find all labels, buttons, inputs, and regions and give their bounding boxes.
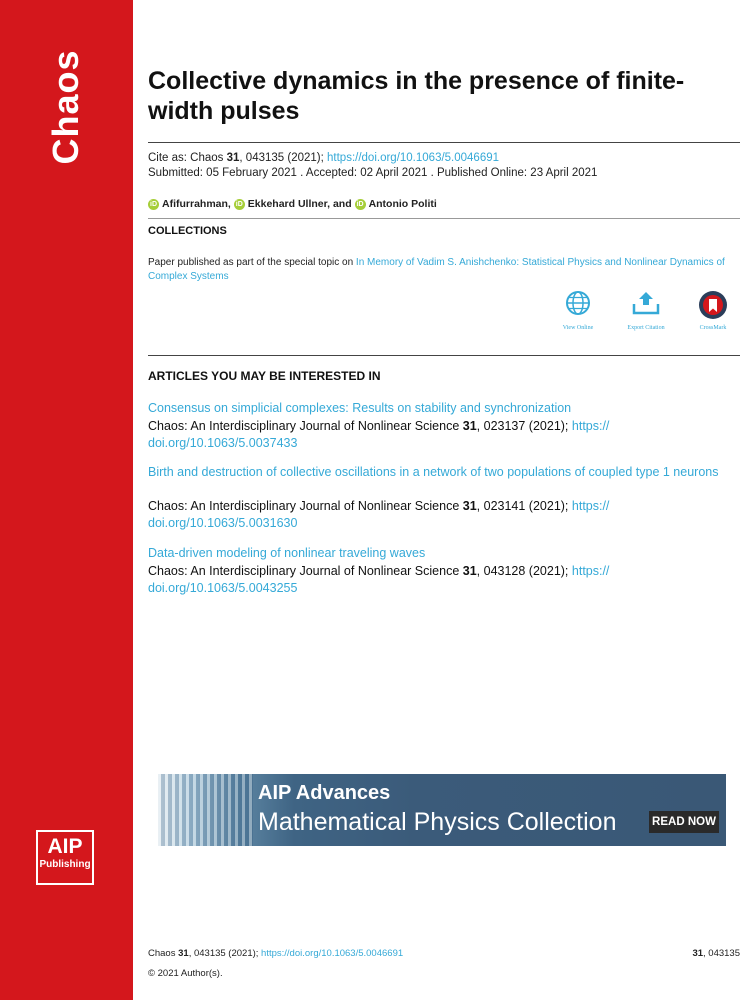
related-volume: 31 xyxy=(462,564,477,578)
author-name[interactable]: Ekkehard Ullner, and xyxy=(247,198,352,210)
footer-volume: 31 xyxy=(178,948,189,959)
footer-cite-prefix: Chaos xyxy=(148,948,179,959)
related-rest: , 023137 (2021); xyxy=(476,419,572,433)
related-volume: 31 xyxy=(462,499,477,513)
footer-citation xyxy=(148,948,403,959)
related-article-title[interactable]: Data-driven modeling of nonlinear traveling waves xyxy=(148,546,426,560)
cite-rest: , 043135 (2021); xyxy=(239,152,328,164)
title-divider xyxy=(148,142,740,143)
crossmark-button[interactable] xyxy=(683,290,743,331)
publication-dates: Submitted: 05 February 2021 . Accepted: 02 April 2021 . Published Online: 23 April 2021 xyxy=(148,167,598,179)
related-article-title[interactable]: Birth and destruction of collective oscillations in a network of two populations of coupled type 1 neurons xyxy=(148,465,719,479)
export-citation-label: Export Citation xyxy=(627,325,665,331)
related-doi-link[interactable]: doi.org/10.1063/5.0031630 xyxy=(148,516,298,530)
related-doi-link[interactable]: doi.org/10.1063/5.0037433 xyxy=(148,436,298,450)
footer-page-ref xyxy=(680,948,740,959)
author-name[interactable]: Antonio Politi xyxy=(368,198,437,210)
related-article-citation xyxy=(148,498,743,532)
banner-title: AIP Advances xyxy=(258,782,391,804)
footer-doi-link[interactable]: https://doi.org/10.1063/5.0046691 xyxy=(261,948,404,959)
related-doi-link[interactable]: https:// xyxy=(571,564,610,578)
collections-text xyxy=(148,256,738,284)
banner-graphic xyxy=(158,774,253,846)
collections-prefix: Paper published as part of the special topic on xyxy=(148,257,356,268)
aip-publishing-logo[interactable] xyxy=(36,830,94,885)
journal-sidebar xyxy=(0,0,133,1000)
related-volume: 31 xyxy=(462,419,477,433)
orcid-icon[interactable]: iD xyxy=(356,200,364,208)
orcid-icon[interactable]: iD xyxy=(235,200,243,208)
related-rest: , 043128 (2021); xyxy=(476,564,572,578)
view-online-label: View Online xyxy=(562,325,594,331)
export-citation-button[interactable] xyxy=(616,290,676,331)
export-icon xyxy=(631,290,661,316)
collections-heading: COLLECTIONS xyxy=(148,225,227,237)
related-journal: Chaos: An Interdisciplinary Journal of Nonlinear Science xyxy=(148,499,463,513)
article-title: Collective dynamics in the presence of finite-width pulses xyxy=(148,67,685,125)
logo-line-2: Publishing xyxy=(39,859,91,870)
author-list xyxy=(148,198,437,210)
related-article-citation xyxy=(148,418,743,452)
logo-line-1: AIP xyxy=(47,835,83,858)
footer-right-rest: , 043135 xyxy=(703,948,740,959)
crossmark-icon xyxy=(698,290,728,320)
related-articles-heading: ARTICLES YOU MAY BE INTERESTED IN xyxy=(148,369,381,383)
view-online-button[interactable] xyxy=(548,290,608,331)
crossmark-label: CrossMark xyxy=(699,325,727,331)
banner-subtitle: Mathematical Physics Collection xyxy=(258,808,617,836)
related-doi-link[interactable]: doi.org/10.1063/5.0043255 xyxy=(148,581,298,595)
ad-banner[interactable] xyxy=(158,774,726,846)
collections-divider xyxy=(148,355,740,356)
footer-cite-rest: , 043135 (2021); xyxy=(188,948,262,959)
cite-prefix: Cite as: Chaos xyxy=(148,152,227,164)
journal-name: Chaos xyxy=(45,49,86,165)
citation-line xyxy=(148,152,499,164)
special-topic-link[interactable]: In Memory of Vadim S. Anishchenko: Statistical Physics and Nonlinear Dynamics of Complex Systems xyxy=(148,257,725,282)
orcid-icon[interactable]: iD xyxy=(150,200,157,208)
related-article-title[interactable]: Consensus on simplicial complexes: Results on stability and synchronization xyxy=(148,401,572,415)
authors-divider xyxy=(148,218,740,219)
globe-icon xyxy=(565,290,591,316)
article-doi-link[interactable]: https://doi.org/10.1063/5.0046691 xyxy=(327,152,500,164)
related-journal: Chaos: An Interdisciplinary Journal of Nonlinear Science xyxy=(148,564,463,578)
related-rest: , 023141 (2021); xyxy=(476,499,572,513)
related-article-citation xyxy=(148,563,743,597)
copyright-notice: © 2021 Author(s). xyxy=(148,968,223,979)
related-doi-link[interactable]: https:// xyxy=(571,419,610,433)
related-journal: Chaos: An Interdisciplinary Journal of Nonlinear Science xyxy=(148,419,463,433)
cite-volume: 31 xyxy=(226,152,240,164)
read-now-button[interactable]: READ NOW xyxy=(649,811,719,833)
author-name[interactable]: Afifurrahman, xyxy=(162,198,231,210)
related-doi-link[interactable]: https:// xyxy=(571,499,610,513)
footer-right-volume: 31 xyxy=(692,948,704,959)
